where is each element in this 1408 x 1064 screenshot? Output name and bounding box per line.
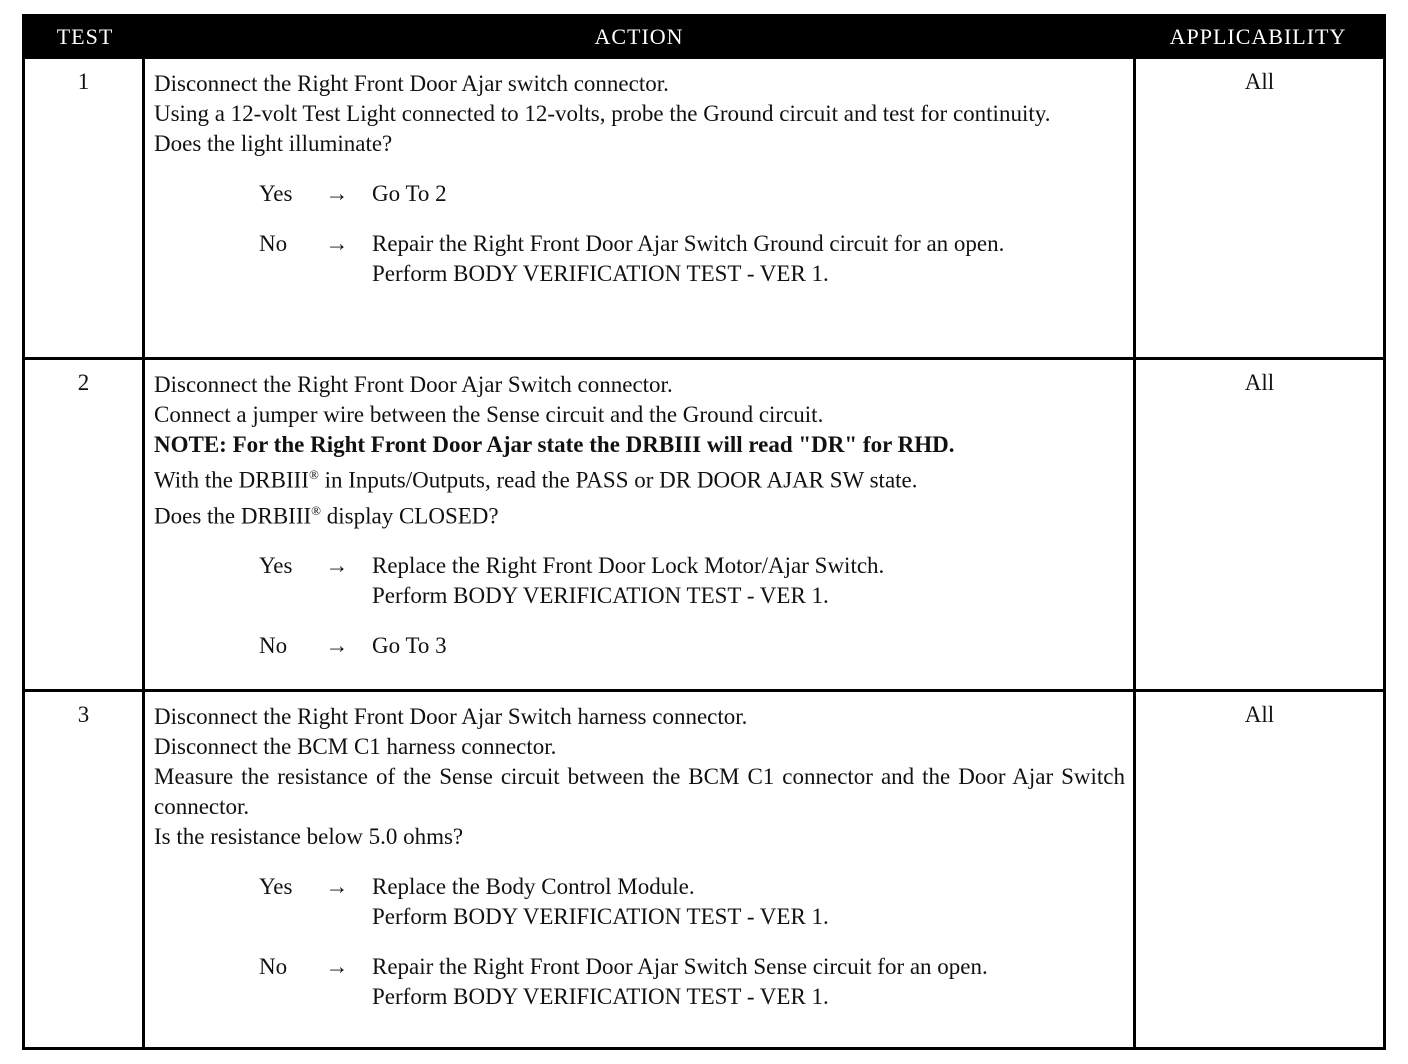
action-cell [145,692,1133,1047]
action-step: Disconnect the Right Front Door Ajar Switch harness connector. [154,704,748,729]
no-result: Go To 3 [372,633,447,659]
yes-result: Go To 2 [372,181,447,206]
action-step: Does the light illuminate? [154,131,393,156]
test-number: 1 [25,59,145,357]
no-result: Perform BODY VERIFICATION TEST - VER 1. [372,984,829,1009]
applicability-cell: All [1133,59,1383,357]
applicability-cell: All [1133,692,1383,1047]
yes-branch [154,551,1125,611]
yes-result: Replace the Body Control Module. [372,874,695,899]
table-row-test-1 [25,59,1383,357]
action-step: Connect a jumper wire between the Sense circuit and the Ground circuit. [154,402,824,427]
yes-result: Perform BODY VERIFICATION TEST - VER 1. [372,904,829,929]
action-step: Does the DRBIII® display CLOSED? [154,502,499,529]
no-branch [154,952,1125,1012]
no-branch [154,631,1125,661]
header-action: ACTION [594,24,684,49]
header-test: TEST [56,24,114,49]
no-result: Perform BODY VERIFICATION TEST - VER 1. [372,261,829,286]
applicability-cell: All [1133,360,1383,689]
no-branch [154,229,1125,289]
action-step: Disconnect the Right Front Door Ajar switch connector. [154,71,669,96]
no-result: Repair the Right Front Door Ajar Switch Ground circuit for an open. [372,231,1005,256]
arrow-icon: → [325,231,349,256]
action-step: With the DRBIII® in Inputs/Outputs, read the PASS or DR DOOR AJAR SW state. [154,467,918,493]
action-step: Disconnect the Right Front Door Ajar Switch connector. [154,372,673,397]
arrow-icon: → [325,874,349,899]
yes-label: Yes [259,553,293,579]
yes-branch [154,872,1125,932]
yes-label: Yes [259,181,293,206]
arrow-icon: → [325,553,349,579]
action-cell [145,59,1133,357]
yes-result: Perform BODY VERIFICATION TEST - VER 1. [372,583,829,609]
table-row-test-3 [25,689,1383,1047]
no-label: No [259,954,288,979]
no-result: Repair the Right Front Door Ajar Switch Sense circuit for an open. [372,954,988,979]
yes-label: Yes [259,874,293,899]
no-label: No [259,231,288,256]
action-step: Disconnect the BCM C1 harness connector. [154,734,557,759]
yes-branch [154,179,1125,209]
action-step: Is the resistance below 5.0 ohms? [154,824,464,849]
action-cell [145,360,1133,689]
test-number: 2 [25,360,145,689]
test-number: 3 [25,692,145,1047]
action-step: Measure the resistance of the Sense circuit between the BCM C1 connector and the Door Ajar Switch connector. [154,764,1125,819]
arrow-icon: → [325,181,349,206]
table-row-test-2 [25,357,1383,689]
action-step: Using a 12-volt Test Light connected to 12-volts, probe the Ground circuit and test for continuity. [154,101,1051,126]
arrow-icon: → [325,633,349,659]
yes-result: Replace the Right Front Door Lock Motor/Ajar Switch. [372,553,885,579]
header-applicability: APPLICABILITY [1169,24,1347,49]
arrow-icon: → [325,954,349,979]
note-text: NOTE: For the Right Front Door Ajar state the DRBIII will read "DR" for RHD. [154,432,955,457]
no-label: No [259,633,288,659]
diagnostic-table [22,14,1386,1050]
table-header [25,17,1383,59]
